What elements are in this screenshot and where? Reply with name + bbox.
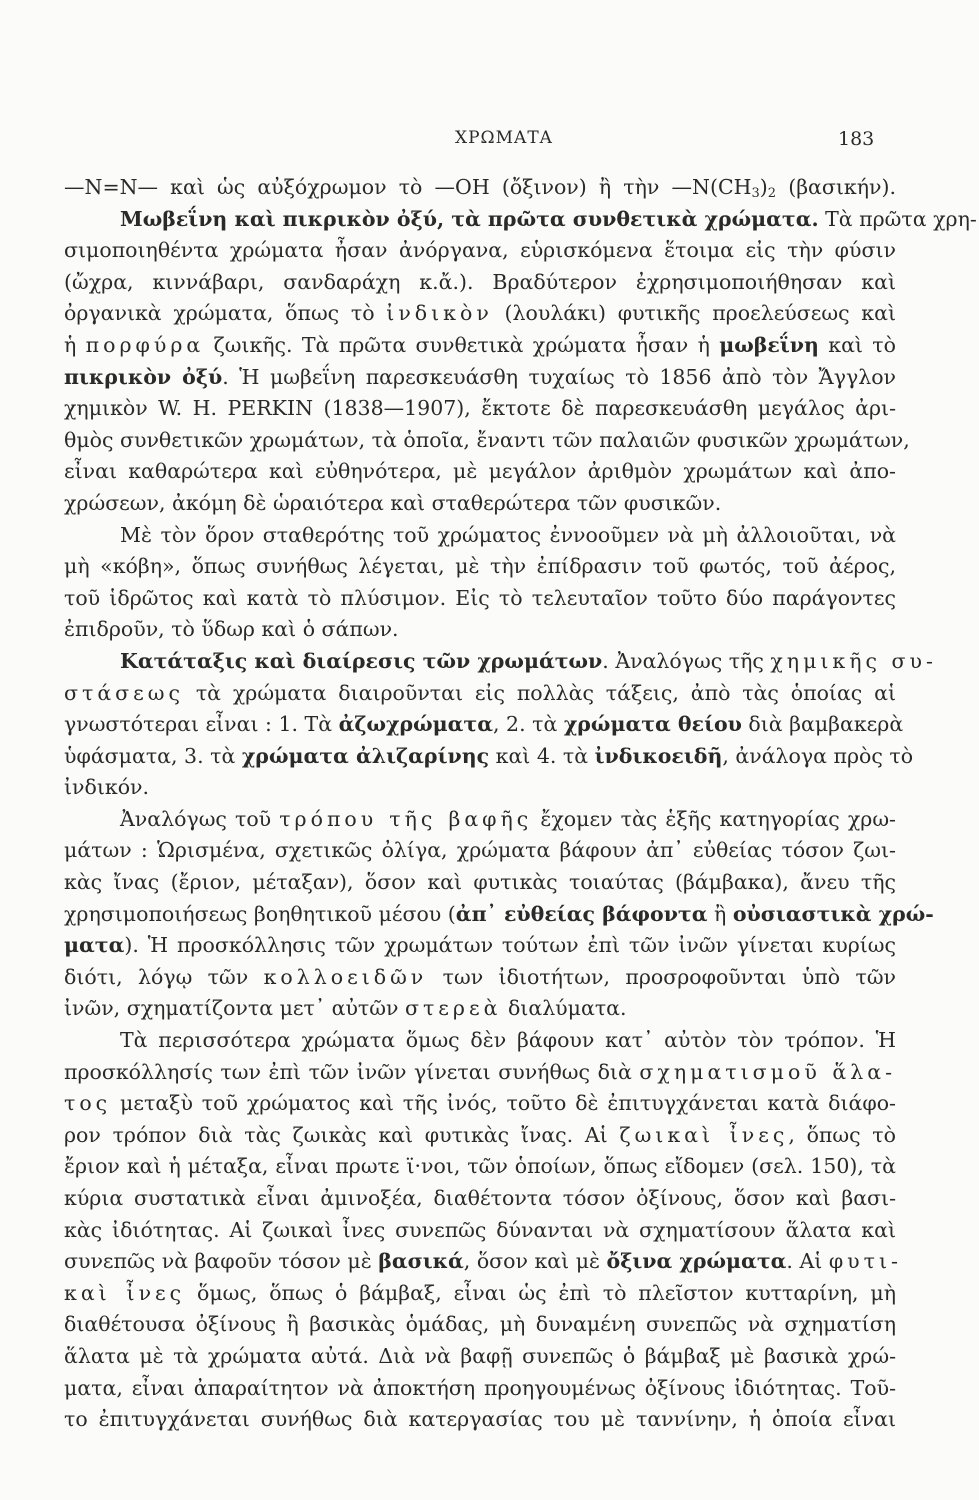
bold-term: Κατάταξις καὶ διαίρεσις τῶν χρωμάτων [120,648,603,673]
spaced-term: πορφύρα [85,332,205,357]
text-segment: το ἐπιτυγχάνεται συνήθως διὰ κατεργασίας του μὲ ταννίνην, ἡ ὁποία εἶναι [64,1407,896,1432]
text-segment: ὑφάσματα, 3. τὰ [64,743,242,768]
text-segment: , ἀνάλογα πρὸς τὸ [722,743,914,768]
text-line [64,899,934,931]
text-line [64,551,896,583]
text-segment: . Ἡ μωβεΐνη παρεσκευάσθη τυχαίως τὸ 1856 ἀπὸ τὸν Ἄγγλον [222,364,897,389]
text-segment: προσκόλλησίς των ἐπὶ τῶν ἰνῶν γίνεται συνήθως διὰ [64,1059,640,1084]
text-segment: ἰνδικόν. [64,775,150,800]
text-segment: ὅμως, ὅπως ὁ βάμβαξ, εἶναι ὡς ἐπὶ τὸ πλεῖστον κυτταρίνη, μὴ [185,1280,896,1305]
text-segment: , ὅπως τὸ [788,1122,896,1147]
text-line [64,741,914,773]
text-line [64,204,977,236]
text-segment: καὶ τὸ [818,332,896,357]
text-segment: τὰ χρώματα διαιροῦνται εἰς πολλὰς τάξεις, ἀπὸ τὰς ὁποίας αἱ [184,680,896,705]
text-segment: Τὰ πρῶτα χρη- [818,206,977,231]
text-segment: ). Ἡ προσκόλλησις τῶν χρωμάτων τούτων ἐπὶ τῶν ἰνῶν γίνεται κυρίως [124,933,896,958]
text-segment: ἢ [707,901,733,926]
text-segment: (βασικήν). [776,175,897,199]
text-segment: , ὅσον καὶ μὲ [463,1249,607,1274]
bold-term: πικρικὸν ὀξύ [64,364,223,389]
text-segment: ρον τρόπον διὰ τὰς ζωικὰς καὶ φυτικὰς ἴνας. Αἱ [64,1122,620,1147]
text-line [64,1341,896,1373]
text-line [64,772,896,804]
text-line [64,172,896,204]
text-segment: ἔριον καὶ ἡ μέταξα, εἶναι πρωτε ϊ·νοι, τῶν ὁποίων, ὅπως εἴδομεν (σελ. 150), τὰ [64,1154,896,1179]
text-line [64,1183,896,1215]
bold-term: Μωβεΐνη καὶ πικρικὸν ὀξύ, τὰ πρῶτα συνθετικὰ χρώματα. [120,206,819,231]
text-line [64,488,896,520]
text-line [64,393,896,425]
text-segment: . Αἱ [786,1249,829,1274]
spaced-term: καὶ ἶνες [64,1280,186,1305]
text-segment: διότι, λόγῳ τῶν [64,964,264,989]
text-segment: , 2. τὰ [493,712,564,737]
text-segment: συνεπῶς νὰ βαφοῦν τόσον μὲ [64,1249,379,1274]
text-line [64,835,896,867]
text-segment: ἡ [64,332,86,357]
bold-term: ἀζωχρώματα [338,712,493,737]
spaced-term: ζωικαὶ ἶνες [619,1122,789,1147]
spaced-term: σχηματισμοῦ ἅλα- [639,1059,896,1084]
text-line [64,1278,896,1310]
page-number: 183 [838,128,875,150]
spaced-term: τρόπου τῆς βαφῆς [279,806,533,831]
spaced-term: τος [64,1091,112,1116]
text-line [64,646,937,678]
text-line [64,298,896,330]
text-line [64,520,896,552]
text-line [64,1120,896,1152]
bold-term: χρώματα θείου [563,712,742,737]
text-segment: (ὤχρα, κιννάβαρι, σανδαράχη κ.ἄ.). Βραδύτερον ἐχρησιμοποιήθησαν καὶ [64,269,896,294]
bold-term: χρώματα ἀλιζαρίνης [241,743,490,768]
text-segment: καὶ 4. τὰ [489,743,595,768]
text-segment: —N=N— καὶ ὡς αὐξόχρωμον τὸ —OH (ὄξινον) ἢ τὴν —N(CH [64,175,752,199]
text-line [64,235,896,267]
spaced-term: χημικῆς συ- [770,648,937,673]
bold-term: βασικά [378,1249,464,1274]
text-line [64,709,904,741]
spaced-term: στερεὰ [404,996,502,1021]
text-line [64,930,896,962]
text-line [64,678,896,710]
spaced-term: στάσεως [64,680,184,705]
bold-term: οὐσιαστικὰ χρώ- [732,901,934,926]
text-segment: χρησιμοποιήσεως βοηθητικοῦ μέσου ( [64,901,456,926]
page-header [0,128,979,158]
text-segment: μεταξὺ τοῦ χρώματος καὶ τῆς ἰνός, τοῦτο δὲ ἐπιτυγχάνεται κατὰ διάφο- [111,1091,896,1116]
text-line [64,962,896,994]
text-segment: ἔχομεν τὰς ἑξῆς κατηγορίας χρω- [532,806,896,831]
spaced-term: φυτι- [828,1249,902,1274]
text-segment: μάτων : Ὡρισμένα, σχετικῶς ὀλίγα, χρώματα βάφουν ἀπ᾿ εὐθείας τόσον ζωι- [64,838,896,863]
text-segment: ζωικῆς. Τὰ πρῶτα συνθετικὰ χρώματα ἦσαν ἡ [204,332,720,357]
text-segment: ἰνῶν, σχηματίζοντα μετ᾿ αὐτῶν [64,996,405,1021]
text-line [64,614,896,646]
spaced-term: κολλοειδῶν [263,964,428,989]
text-segment: θμὸς συνθετικῶν χρωμάτων, τὰ ὁποῖα, ἔναντι τῶν παλαιῶν φυσικῶν χρωμάτων, [64,427,910,452]
text-line [64,456,896,488]
text-segment: διὰ βαμβακερὰ [741,712,904,737]
text-segment: των ἰδιοτήτων, προσροφοῦνται ὑπὸ τῶν [427,964,896,989]
text-line [64,1215,896,1247]
text-segment: ὀργανικὰ χρώματα, ὅπως τὸ [64,301,387,326]
text-segment: σιμοποιηθέντα χρώματα ἦσαν ἀνόργανα, εὑρισκόμενα ἕτοιμα εἰς τὴν φύσιν [64,238,896,263]
running-title: ΧΡΩΜΑΤΑ [455,128,553,148]
text-line [64,1088,896,1120]
text-line [64,362,896,394]
text-segment: κὰς ἰδιότητας. Αἱ ζωικαὶ ἶνες συνεπῶς δύνανται νὰ σχηματίσουν ἅλατα καὶ [64,1217,896,1242]
body-text [64,172,977,1436]
text-line [64,804,896,836]
bold-term: μωβεΐνη [719,332,819,357]
text-segment: (λουλάκι) φυτικῆς προελεύσεως καὶ [492,301,897,326]
text-segment: γνωστότεραι εἶναι : 1. Τὰ [64,712,339,737]
bold-term: ὄξινα χρώματα [606,1249,787,1274]
text-segment: διαλύματα. [501,996,627,1021]
text-line [64,425,910,457]
text-segment: Τὰ περισσότερα χρώματα ὅμως δὲν βάφουν κατ᾿ αὐτὸν τὸν τρόπον. Ἡ [120,1028,896,1053]
bold-term: ἀπ᾿ εὐθείας βάφοντα [455,901,708,926]
text-segment: ) [759,175,768,199]
text-line [64,993,896,1025]
text-segment: εἶναι καθαρώτερα καὶ εὐθηνότερα, μὲ μεγάλον ἀριθμὸν χρωμάτων καὶ ἀπο- [64,459,896,484]
text-line [64,867,896,899]
text-segment: μὴ «κόβη», ὅπως συνήθως λέγεται, μὲ τὴν ἐπίδρασιν τοῦ φωτός, τοῦ ἀέρος, [64,554,896,579]
spaced-term: ἰνδικὸν [386,301,493,326]
text-segment: χρώσεων, ἀκόμη δὲ ὡραιότερα καὶ σταθερώτερα τῶν φυσικῶν. [64,490,722,515]
text-segment: . Ἀναλόγως τῆς [602,648,771,673]
text-segment: ματα, εἶναι ἀπαραίτητον νὰ ἀποκτήση προηγουμένως ὀξίνους ἰδιότητας. Τοῦ- [64,1375,896,1400]
bold-term: ἰνδικοειδῆ [594,743,723,768]
subscript: 2 [767,186,777,201]
text-line [64,267,896,299]
text-line [64,1025,896,1057]
text-line [64,1246,902,1278]
text-segment: διαθέτουσα ὀξίνους ἢ βασικὰς ὁμάδας, μὴ δυναμένη συνεπῶς νὰ σχηματίση [64,1312,896,1337]
text-segment: κύρια συστατικὰ εἶναι ἀμινοξέα, διαθέτοντα τόσον ὀξίνους, ὅσον καὶ βασι- [64,1186,896,1210]
subscript: 3 [751,186,760,201]
text-line [64,583,896,615]
text-segment: ἅλατα μὲ τὰ χρώματα αὐτά. Διὰ νὰ βαφῇ συνεπῶς ὁ βάμβαξ μὲ βασικὰ χρώ- [64,1343,896,1368]
text-line [64,1057,896,1089]
text-segment: χημικὸν W. H. PERKIN (1838—1907), ἔκτοτε δὲ παρεσκευάσθη μεγάλος ἀρι- [64,396,896,421]
text-segment: κὰς ἴνας (ἔριον, μέταξαν), ὅσον καὶ φυτικὰς τοιαύτας (βάμβακα), ἄνευ τῆς [64,870,896,895]
text-segment: Ἀναλόγως τοῦ [120,806,280,831]
text-line [64,1151,896,1183]
text-line [64,330,896,362]
bold-term: ματα [64,933,125,958]
text-line [64,1373,896,1405]
text-line [64,1404,896,1436]
text-segment: Μὲ τὸν ὅρον σταθερότης τοῦ χρώματος ἐννοοῦμεν νὰ μὴ ἀλλοιοῦται, νὰ [120,522,896,547]
text-segment: τοῦ ἱδρῶτος καὶ κατὰ τὸ πλύσιμον. Εἰς τὸ τελευταῖον τοῦτο δύο παράγοντες [64,585,896,610]
text-line [64,1309,896,1341]
text-segment: ἐπιδροῦν, τὸ ὕδωρ καὶ ὁ σάπων. [64,617,399,642]
